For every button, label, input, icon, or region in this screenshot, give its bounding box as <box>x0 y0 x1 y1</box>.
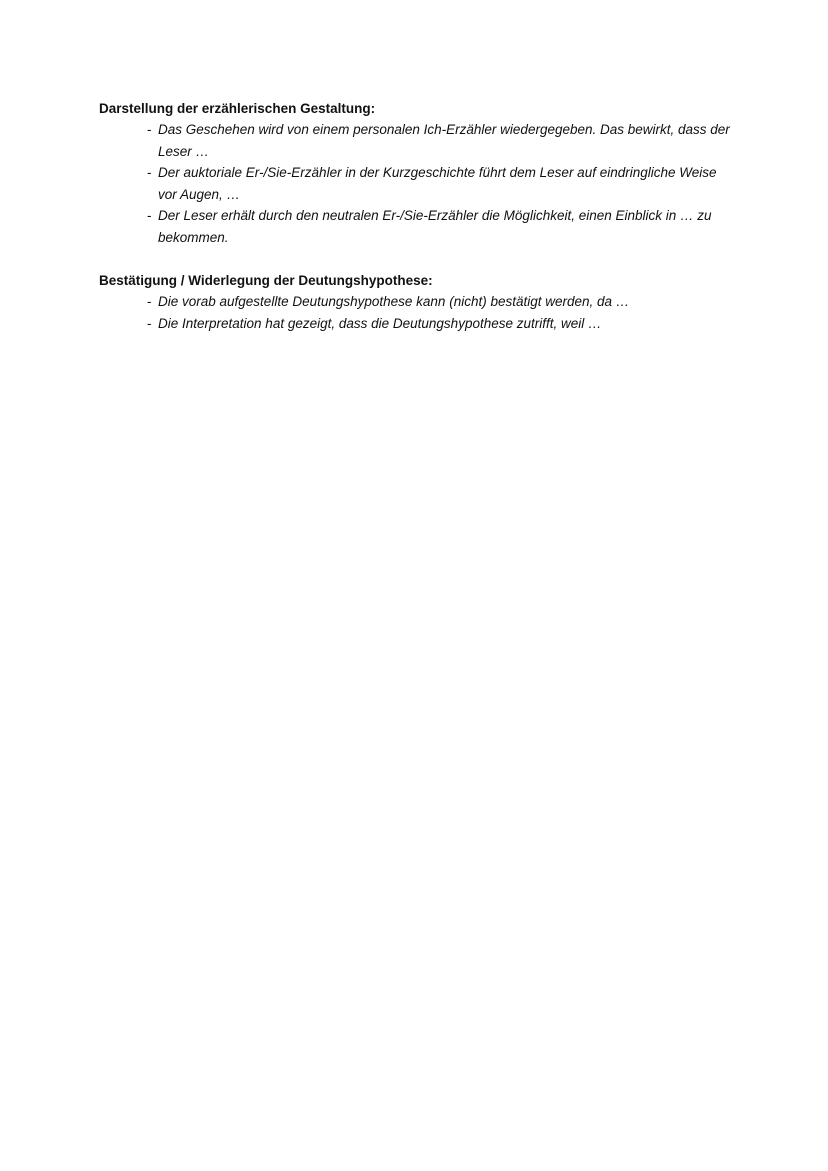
bullet-dash: - <box>147 294 152 309</box>
list-item <box>99 162 739 205</box>
list-item-text: Die Interpretation hat gezeigt, dass die Deutungshypothese zutrifft, weil … <box>158 315 602 331</box>
list-item <box>99 119 739 162</box>
section-heading: Bestätigung / Widerlegung der Deutungshypothese: <box>99 273 433 288</box>
bullet-dash: - <box>147 208 152 223</box>
bullet-dash: - <box>147 122 152 137</box>
list-item <box>99 291 739 313</box>
list-item-text: Der auktoriale Er-/Sie-Erzähler in der Kurzgeschichte führt dem Leser auf eindringliche Weise vor Augen, … <box>158 165 717 202</box>
section-narrative-design <box>99 98 739 248</box>
list-item <box>99 313 739 335</box>
list-item-text: Das Geschehen wird von einem personalen Ich-Erzähler wiedergegeben. Das bewirkt, dass der Leser … <box>158 122 730 159</box>
section-hypothesis-confirmation <box>99 270 739 334</box>
list-item <box>99 205 739 248</box>
bullet-list <box>99 119 739 248</box>
bullet-dash: - <box>147 165 152 180</box>
bullet-dash: - <box>147 315 152 331</box>
list-item-text: Die vorab aufgestellte Deutungshypothese kann (nicht) bestätigt werden, da … <box>158 294 630 309</box>
bullet-list <box>99 291 739 334</box>
section-heading: Darstellung der erzählerischen Gestaltung: <box>99 101 376 116</box>
list-item-text: Der Leser erhält durch den neutralen Er-/Sie-Erzähler die Möglichkeit, einen Einblick in … zu bekommen. <box>158 208 712 245</box>
